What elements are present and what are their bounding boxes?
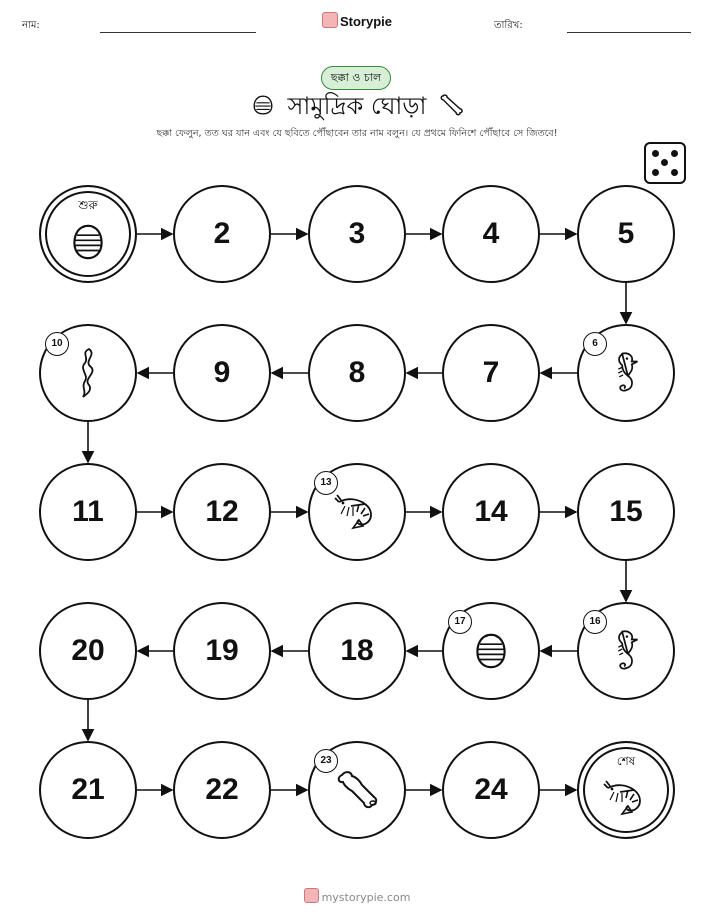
space-number: 21 (71, 773, 105, 806)
seaweed-icon (75, 347, 101, 403)
footer-logo-icon (304, 888, 319, 903)
game-type-badge: ছক্কা ও চাল (321, 66, 391, 90)
space-number: 11 (72, 495, 104, 528)
space-number: 19 (205, 634, 239, 667)
name-field[interactable] (100, 32, 256, 33)
space-number: 4 (482, 217, 500, 250)
board-space-10 (39, 324, 137, 422)
board-space-17 (442, 602, 540, 700)
seahorse-icon (610, 628, 642, 678)
date-field[interactable] (567, 32, 691, 33)
board-space-7 (442, 324, 540, 422)
space-number: 14 (474, 495, 508, 528)
shrimp-icon (333, 494, 381, 534)
space-number-badge: 6 (583, 332, 607, 356)
space-number: 18 (340, 634, 374, 667)
finish-space (577, 741, 675, 839)
start-space (39, 185, 137, 283)
board-space-9 (173, 324, 271, 422)
brand-name: Storypie (339, 14, 392, 29)
board-space-18 (308, 602, 406, 700)
space-number: 22 (205, 773, 239, 806)
board-space-5 (577, 185, 675, 283)
bone-icon (334, 767, 380, 817)
space-number-badge: 16 (583, 610, 607, 634)
space-number-badge: 13 (314, 471, 338, 495)
space-number: 7 (482, 356, 500, 389)
footer-site: mystorypie.com (321, 891, 411, 904)
instructions: ছক্কা ফেলুন, তত ঘর যান এবং যে ছবিতে পৌঁছাবেন তার নাম বলুন। যে প্রথমে ফিনিশে পৌঁছাবে সে জিতবে! (156, 128, 558, 139)
space-number: 5 (617, 217, 635, 250)
board-space-11 (39, 463, 137, 561)
space-number-badge: 10 (45, 332, 69, 356)
space-number-badge: 23 (314, 749, 338, 773)
space-number: 15 (609, 495, 643, 528)
dice-icon[interactable] (644, 142, 686, 184)
storypie-logo-icon (322, 12, 338, 28)
start-label: শুরু (78, 198, 98, 212)
footer (0, 888, 714, 904)
space-number-badge: 17 (448, 610, 472, 634)
shell-icon (71, 222, 105, 266)
space-number: 12 (205, 495, 239, 528)
page-title: সামুদ্রিক ঘোড়া (287, 92, 427, 120)
board-space-3 (308, 185, 406, 283)
board-space-13 (308, 463, 406, 561)
board-space-6 (577, 324, 675, 422)
board-space-12 (173, 463, 271, 561)
date-label: তারিখ: (494, 20, 523, 31)
space-number: 8 (348, 356, 366, 389)
board-space-20 (39, 602, 137, 700)
board-space-22 (173, 741, 271, 839)
brand-header (0, 12, 714, 29)
space-number: 9 (213, 356, 231, 389)
board-space-2 (173, 185, 271, 283)
space-number: 2 (213, 217, 231, 250)
name-label: নাম: (22, 20, 40, 31)
space-number: 24 (474, 773, 508, 806)
board-space-4 (442, 185, 540, 283)
board-space-21 (39, 741, 137, 839)
board-space-19 (173, 602, 271, 700)
shrimp-icon (602, 780, 650, 820)
board-space-24 (442, 741, 540, 839)
board-space-14 (442, 463, 540, 561)
finish-label: শেষ (616, 754, 636, 768)
space-number: 3 (348, 217, 366, 250)
board-space-23 (308, 741, 406, 839)
board-space-15 (577, 463, 675, 561)
seahorse-icon (610, 350, 642, 400)
shell-icon (474, 631, 508, 675)
space-number: 20 (71, 634, 105, 667)
title-bone-icon (438, 92, 464, 122)
board-space-8 (308, 324, 406, 422)
board-space-16 (577, 602, 675, 700)
